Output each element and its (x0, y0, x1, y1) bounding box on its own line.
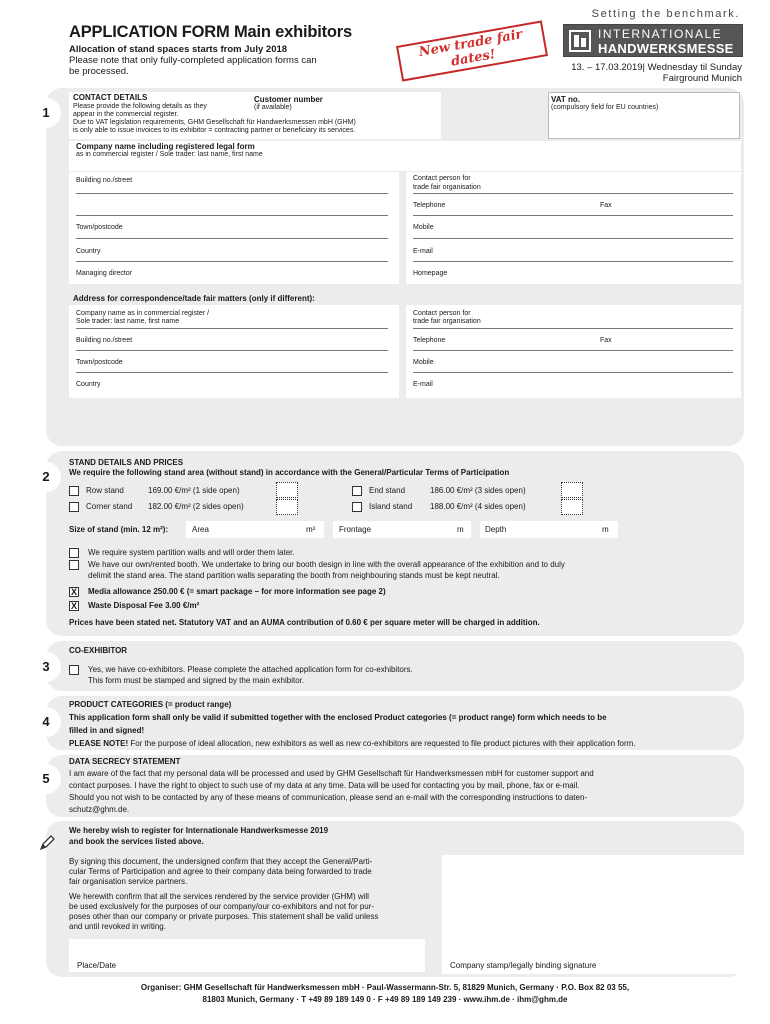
correspondence-heading: Address for correspondence/tade fair matters (only if different): (73, 294, 315, 303)
end-stand-checkbox[interactable] (352, 486, 362, 496)
allocation-note: Allocation of stand spaces starts from July 2018 (69, 44, 288, 55)
please-note-text: For the purpose of ideal allocation, new exhibitors as well as new co-exhibitors are requested to file product pictures with their application form. (130, 739, 636, 748)
waste-fee-label: Waste Disposal Fee 3.00 €/m² (88, 601, 200, 610)
corr-company-label-1: Company name as in commercial register / (76, 310, 210, 317)
co-exhibitor-checkbox[interactable] (69, 665, 79, 675)
product-categories-heading: PRODUCT CATEGORIES (= product range) (69, 700, 232, 709)
corr-telephone-input[interactable] (413, 350, 733, 351)
fair-dates-line-1: 13. – 17.03.2019| Wednesday til Sunday (571, 62, 742, 73)
own-booth-label-1: We have our own/rented booth. We undertake to bring our booth design in line with the overall appearance of the exhibition and to duly (88, 560, 565, 569)
homepage-label: Homepage (413, 270, 448, 277)
tagline: Setting the benchmark. (591, 8, 740, 20)
co-exhibitor-text-1: Yes, we have co-exhibitors. Please complete the attached application form for co-exhibitors. (88, 665, 413, 674)
consent-text-1: By signing this document, the undersigned confirm that they accept the General/Parti- (69, 857, 373, 866)
logo-mark-icon (569, 30, 591, 52)
contact-person-input[interactable] (413, 193, 733, 194)
media-allowance-checkbox[interactable]: X (70, 587, 77, 597)
data-secrecy-text-1: I am aware of the fact that my personal data will be processed and used by GHM Gesellschaft für Handwerksmessen mbH for customer support and (69, 769, 594, 778)
end-stand-label: End stand (369, 486, 406, 495)
town-input[interactable] (76, 238, 388, 239)
contact-intro-1: Please provide the following details as they (73, 103, 207, 110)
contact-heading: CONTACT DETAILS (73, 93, 148, 102)
corr-building-label: Building no./street (76, 337, 133, 344)
corner-stand-price: 182.00 €/m² (2 sides open) (148, 502, 244, 511)
corr-town-input[interactable] (76, 372, 388, 373)
section-number-1: 1 (31, 98, 61, 128)
contact-person-label-2: trade fair organisation (413, 184, 481, 191)
island-stand-amount-input[interactable] (561, 499, 583, 515)
end-stand-price: 186.00 €/m² (3 sides open) (430, 486, 526, 495)
stand-size-label: Size of stand (min. 12 m²): (69, 525, 169, 534)
prices-note: Prices have been stated net. Statutory VAT and an AUMA contribution of 0.60 € per square meter will be charged in addition. (69, 618, 540, 627)
depth-label: Depth (485, 525, 507, 534)
building-input[interactable] (76, 193, 388, 194)
building-label: Building no./street (76, 177, 133, 184)
company-stamp-signature-field[interactable] (442, 855, 744, 974)
processing-note-2: be processed. (69, 66, 129, 77)
register-heading-2: and book the services listed above. (69, 837, 204, 846)
customer-number-sub: (if available) (254, 104, 292, 111)
corr-country-label: Country (76, 381, 101, 388)
stand-heading: STAND DETAILS AND PRICES (69, 458, 184, 467)
corr-company-input[interactable] (76, 328, 388, 329)
confirm-text-2: be used exclusively for the purposes of our company/our co-exhibitors and not for pur- (69, 902, 375, 911)
fair-dates-line-2: Fairground Munich (662, 73, 742, 84)
row-stand-checkbox[interactable] (69, 486, 79, 496)
corr-mobile-label: Mobile (413, 359, 434, 366)
partition-walls-checkbox[interactable] (69, 548, 79, 558)
section-number-2: 2 (31, 462, 61, 492)
pen-icon (38, 834, 56, 852)
corr-contact-input[interactable] (413, 328, 733, 329)
consent-text-2: cular Terms of Participation and agree to their company data being forwarded to trade (69, 867, 372, 876)
customer-number-label: Customer number (254, 95, 323, 104)
island-stand-price: 188.00 €/m² (4 sides open) (430, 502, 526, 511)
co-exhibitor-text-2: This form must be stamped and signed by the main exhibitor. (88, 676, 305, 685)
corr-email-label: E-mail (413, 381, 433, 388)
logo-line-1: INTERNATIONALE (598, 27, 723, 41)
corr-contact-label-1: Contact person for (413, 310, 471, 317)
confirm-text-3: poses other than our company or private purposes. This statement shall be valid unless (69, 912, 379, 921)
end-stand-amount-input[interactable] (561, 482, 583, 498)
mobile-label: Mobile (413, 224, 434, 231)
corner-stand-checkbox[interactable] (69, 502, 79, 512)
waste-fee-checkbox[interactable]: X (70, 601, 77, 611)
email-label: E-mail (413, 248, 433, 255)
building-input-2[interactable] (76, 215, 388, 216)
own-booth-checkbox[interactable] (69, 560, 79, 570)
corr-mobile-input[interactable] (413, 372, 733, 373)
vat-sub: (compulsory field for EU countries) (551, 104, 659, 111)
company-name-sub: as in commercial register / Sole trader: last name, first name (76, 151, 263, 158)
please-note-line (69, 739, 636, 749)
telephone-label: Telephone (413, 202, 446, 209)
fair-dates (571, 62, 742, 84)
register-heading-1: We hereby wish to register for Internationale Handwerksmesse 2019 (69, 826, 329, 835)
depth-unit: m (602, 525, 609, 534)
own-booth-label-2: delimit the stand area. The stand partition walls separating the booth from neighbouring stands must be kept neutral. (88, 571, 500, 580)
confirm-text-1: We herewith confirm that all the services rendered by the service provider (GHM) will (69, 892, 369, 901)
corr-company-label-2: Sole trader: last name, first name (76, 318, 180, 325)
data-secrecy-heading: DATA SECRECY STATEMENT (69, 757, 181, 766)
ihm-logo (563, 24, 743, 57)
contact-person-label-1: Contact person for (413, 175, 471, 182)
footer-line-1: Organiser: GHM Gesellschaft für Handwerksmessen mbH · Paul-Wassermann-Str. 5, 81829 Munich, Germany · P.O. Box 82 03 55, (140, 983, 630, 992)
telephone-input[interactable] (413, 215, 733, 216)
frontage-unit: m (457, 525, 464, 534)
contact-intro-3: Due to VAT legislation requirements, GHM Gesellschaft für Handwerksmessen mbH (GHM) (73, 119, 356, 126)
section-number-5: 5 (31, 764, 61, 794)
partition-walls-label: We require system partition walls and will order them later. (88, 548, 295, 557)
section-number-4: 4 (31, 707, 61, 737)
director-label: Managing director (76, 270, 133, 277)
row-stand-price: 169.00 €/m² (1 side open) (148, 486, 240, 495)
area-label: Area (192, 525, 209, 534)
place-date-label: Place/Date (77, 961, 117, 970)
new-dates-stamp: New trade fair dates! (396, 20, 548, 81)
corr-building-input[interactable] (76, 350, 388, 351)
mobile-input[interactable] (413, 238, 733, 239)
form-title: APPLICATION FORM Main exhibitors (69, 23, 352, 41)
country-label: Country (76, 248, 101, 255)
data-secrecy-text-4: schutz@ghm.de. (69, 805, 130, 814)
island-stand-label: Island stand (369, 502, 413, 511)
corr-contact-label-2: trade fair organisation (413, 318, 481, 325)
product-categories-text-1: This application form shall only be valid if submitted together with the enclosed Product categories (= product range) form which needs to be (69, 713, 607, 722)
consent-text-3: fair organisation service partners. (69, 877, 188, 886)
co-exhibitor-heading: CO-EXHIBITOR (69, 646, 128, 655)
data-secrecy-text-2: contact purposes. I have the right to object to such use of my data at any time. Data will be used for contacting you by mail, phone, fax or e-mail. (69, 781, 580, 790)
customer-number-input[interactable] (254, 115, 438, 116)
data-secrecy-text-3: Should you not wish to be contacted by any of these means of communication, please send an e-mail with the corresponding instructions to daten- (69, 793, 588, 802)
processing-note-1: Please note that only fully-completed application forms can (69, 55, 317, 66)
confirm-text-4: and until revoked in writing. (69, 922, 166, 931)
place-date-field[interactable] (69, 939, 425, 972)
corr-telephone-label: Telephone (413, 337, 446, 344)
email-input[interactable] (413, 261, 733, 262)
contact-intro-2: appear in the commercial register. (73, 111, 179, 118)
row-stand-amount-input[interactable] (276, 482, 298, 498)
frontage-label: Frontage (339, 525, 372, 534)
corr-fax-label: Fax (600, 337, 612, 344)
town-label: Town/postcode (76, 224, 123, 231)
island-stand-checkbox[interactable] (352, 502, 362, 512)
stand-require-text: We require the following stand area (without stand) in accordance with the General/Particular Terms of Participation (69, 468, 510, 477)
area-unit: m² (306, 525, 316, 534)
product-categories-text-2: filled in and signed! (69, 726, 145, 735)
contact-intro-4: is only able to issue invoices to its exhibitor = contracting partner or beneficiary its services. (73, 127, 356, 134)
media-allowance-label: Media allowance 250.00 € (= smart package – for more information see page 2) (88, 587, 386, 596)
corner-stand-amount-input[interactable] (276, 499, 298, 515)
company-stamp-label: Company stamp/legally binding signature (450, 961, 597, 970)
logo-line-2: HANDWERKSMESSE (598, 41, 734, 56)
footer-line-2: 81803 Munich, Germany · T +49 89 189 149 0 · F +49 89 189 149 239 · www.ihm.de · ihm@ghm.de (202, 995, 568, 1004)
row-stand-label: Row stand (86, 486, 124, 495)
corner-stand-label: Corner stand (86, 502, 133, 511)
please-note-label: PLEASE NOTE! (69, 739, 129, 748)
section-number-3: 3 (31, 652, 61, 682)
country-input[interactable] (76, 261, 388, 262)
vat-label: VAT no. (551, 95, 581, 104)
company-name-label: Company name including registered legal form (76, 142, 255, 151)
corr-town-label: Town/postcode (76, 359, 123, 366)
fax-label: Fax (600, 202, 612, 209)
